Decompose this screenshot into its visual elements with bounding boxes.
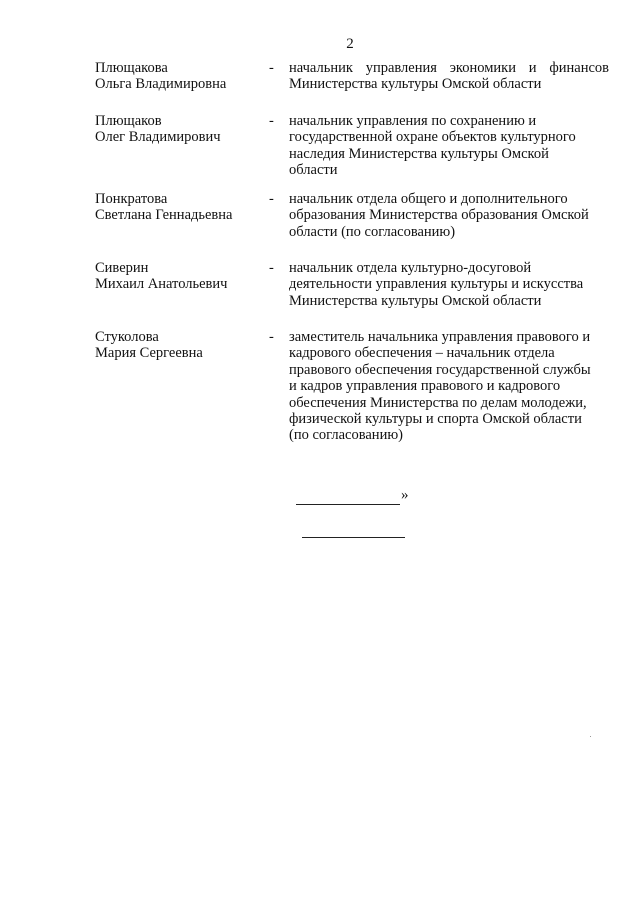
role-line: образования Министерства образования Омской — [289, 207, 589, 224]
closing-quote: » — [401, 487, 409, 503]
member-name — [95, 260, 265, 293]
role-line: обеспечения Министерства по делам молодежи, — [289, 394, 587, 411]
member-entry — [0, 191, 640, 243]
role-line: наследия Министерства культуры Омской — [289, 145, 549, 162]
member-surname: Стуколова — [95, 329, 159, 345]
role-line: начальник отдела общего и дополнительного — [289, 191, 568, 207]
role-line: Министерства культуры Омской области — [289, 292, 542, 309]
page-number: 2 — [346, 36, 354, 52]
member-name — [95, 113, 265, 146]
role-line: заместитель начальника управления правового и — [289, 329, 591, 345]
member-given-names: Ольга Владимировна — [95, 76, 227, 93]
role-line: и кадров управления правового и кадрового — [289, 378, 561, 395]
role-line: физической культуры и спорта Омской области — [289, 411, 582, 428]
role-line: государственной охране объектов культурного — [289, 129, 576, 146]
role-line: области (по согласованию) — [289, 223, 456, 240]
member-dash: - — [269, 329, 274, 345]
member-name — [95, 191, 265, 224]
closing-underline — [296, 490, 400, 505]
role-line: начальник управления по сохранению и — [289, 113, 537, 129]
member-surname: Плющакова — [95, 60, 168, 76]
member-given-names: Олег Владимирович — [95, 129, 221, 146]
member-role — [289, 329, 609, 444]
member-entry — [0, 260, 640, 312]
role-line: области — [289, 162, 338, 179]
member-dash: - — [269, 60, 274, 76]
member-role — [289, 113, 609, 179]
role-line: правового обеспечения государственной службы — [289, 361, 591, 378]
member-role — [289, 260, 609, 309]
member-given-names: Михаил Анатольевич — [95, 276, 228, 293]
role-line: кадрового обеспечения – начальник отдела — [289, 345, 555, 362]
role-line: начальник отдела культурно-досуговой — [289, 260, 532, 276]
member-role — [289, 191, 609, 240]
member-entry — [0, 60, 640, 96]
member-surname: Понкратова — [95, 191, 168, 207]
role-line: деятельности управления культуры и искусства — [289, 276, 584, 293]
role-line: начальник управления экономики и финансов — [289, 60, 609, 76]
member-name — [95, 60, 265, 93]
member-entry — [0, 113, 640, 179]
member-given-names: Мария Сергеевна — [95, 345, 203, 362]
role-line: Министерства культуры Омской области — [289, 76, 542, 93]
member-dash: - — [269, 191, 274, 207]
members-list — [0, 60, 640, 444]
member-name — [95, 329, 265, 362]
member-surname: Сиверин — [95, 260, 149, 276]
member-surname: Плющаков — [95, 113, 162, 129]
scan-speck — [590, 736, 591, 737]
member-role — [289, 60, 609, 93]
member-given-names: Светлана Геннадьевна — [95, 207, 233, 224]
member-dash: - — [269, 113, 274, 129]
separator-line — [302, 537, 405, 538]
role-line: (по согласованию) — [289, 427, 403, 444]
member-dash: - — [269, 260, 274, 276]
